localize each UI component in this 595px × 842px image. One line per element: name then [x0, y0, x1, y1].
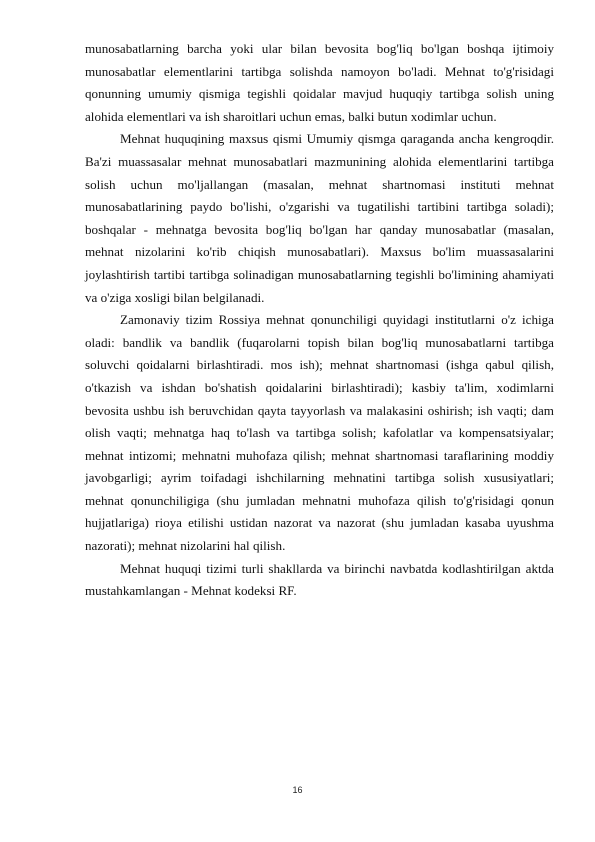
- page-number: 16: [292, 785, 303, 795]
- paragraph-special-part: Mehnat huquqining maxsus qismi Umumiy qismga qaraganda ancha kengroqdir. Ba'zi muassasalar mehnat munosabatlari mazmunining alohida elementlarini tartibga solish uchun mo'ljallangan (masalan, mehnat shartnomasi instituti mehnat munosabatlarining paydo bo'lishi, o'zgarishi va tugatilishi tartibini tartibga soladi); boshqalar - mehnatga bevosita bog'liq bo'lgan har qanday munosabatlar (masalan, mehnat nizolarini ko'rib chiqish munosabatlari). Maxsus bo'lim muassasalarini joylashtirish tartibi tartibga solinadigan munosabatlarning tegishli bo'limining ahamiyati va o'ziga xosligi bilan belgilanadi.: [85, 131, 554, 305]
- document-body: [85, 38, 554, 603]
- paragraph-labor-code: Mehnat huquqi tizimi turli shakllarda va birinchi navbatda kodlashtirilgan aktda mustahkamlangan - Mehnat kodeksi RF.: [85, 560, 554, 599]
- paragraph-modern-system: Zamonaviy tizim Rossiya mehnat qonunchiligi quyidagi institutlarni o'z ichiga oladi: bandlik va bandlik (fuqarolarni topish bilan bog'liq munosabatlarni tartibga soluvchi qoidalarni birlashtiradi. mos ish); mehnat shartnomasi (ishga qabul qilish, o'tkazish va ishdan bo'shatish qoidalarini birlashtiradi); kasbiy ta'lim, xodimlarni bevosita ushbu ish beruvchidan qayta tayyorlash va malakasini oshirish; ish vaqti; dam olish vaqti; mehnatga haq to'lash va tartibga solish; kafolatlar va kompensatsiyalar; mehnat intizomi; mehnatni muhofaza qilish; mehnat shartnomasi taraflarining moddiy javobgarligi; ayrim toifadagi ishchilarning mehnatini tartibga solish xususiyatlari; mehnat qonunchiligiga (shu jumladan mehnatni muhofaza qilish to'g'risidagi qonun hujjatlariga) rioya etilishi ustidan nazorat va nazorat (shu jumladan kasaba uyushma nazorati); mehnat nizolarini hal qilish.: [85, 312, 554, 554]
- paragraph-continuation: munosabatlarning barcha yoki ular bilan bevosita bog'liq bo'lgan boshqa ijtimoiy munosabatlar elementlarini tartibga solishda namoyon bo'ladi. Mehnat to'g'risidagi qonunning umumiy qismiga tegishli qoidalar mavjud huquqiy tartibga solish uning alohida elementlari va ish sharoitlari uchun emas, balki butun xodimlar uchun.: [85, 41, 554, 124]
